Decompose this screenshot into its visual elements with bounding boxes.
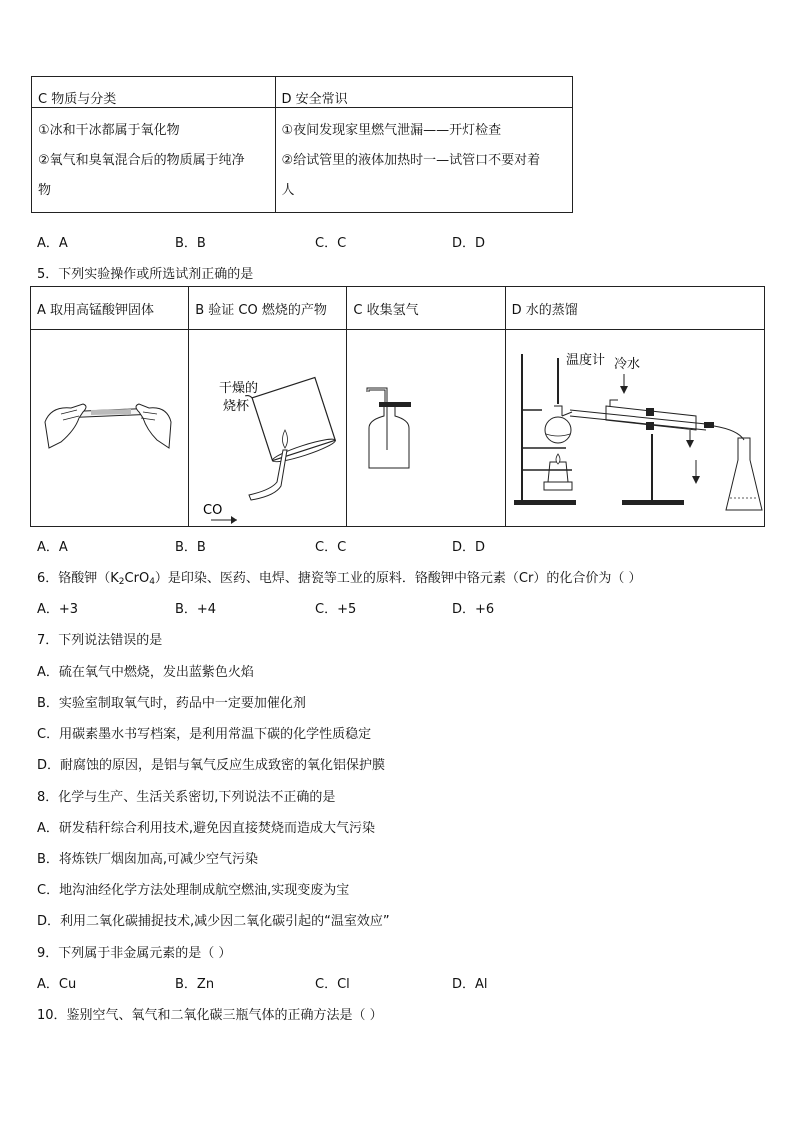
q8-option-b[interactable]: B．将炼铁厂烟囱加高,可减少空气污染 [37, 852, 259, 867]
q5-options [37, 536, 597, 554]
q7-option-d[interactable]: D．耐腐蚀的原因，是铝与氧气反应生成致密的氧化铝保护膜 [37, 758, 386, 773]
q4-d-header-cell [275, 77, 572, 108]
q8-option-a[interactable]: A．研发秸秆综合利用技术,避免因直接焚烧而造成大气污染 [37, 821, 376, 836]
q4-c-line-1: ①冰和干冰都属于氧化物 [38, 123, 180, 138]
q4-c-body-cell [32, 108, 276, 213]
q4-c-line-3: 物 [38, 183, 52, 198]
q5-header-a: A 取用高锰酸钾固体 [37, 303, 155, 318]
co-combustion-illustration [189, 330, 346, 526]
q5-header-d: D 水的蒸馏 [511, 303, 578, 318]
q9-options [37, 973, 597, 991]
q5-stem: 5．下列实验操作或所选试剂正确的是 [37, 267, 254, 282]
q4-c-header-cell [32, 77, 276, 108]
q9-stem: 9．下列属于非金属元素的是（ ） [37, 946, 232, 961]
q4-option-c[interactable]: C．C [315, 236, 347, 251]
q5-header-b: B 验证 CO 燃烧的产物 [195, 303, 327, 318]
q6-stem-mid: CrO [124, 571, 150, 586]
dry-beaker-label-2: 烧杯 [223, 399, 250, 414]
q5-header-c: C 收集氢气 [353, 303, 419, 318]
dry-beaker-label-1: 干燥的 [219, 381, 259, 396]
q6-options [37, 598, 597, 616]
q7-stem: 7．下列说法错误的是 [37, 633, 163, 648]
q4-c-header: C 物质与分类 [38, 92, 117, 107]
q4-option-b[interactable]: B．B [175, 236, 206, 251]
q6-option-d[interactable]: D．+6 [452, 602, 495, 617]
co-label: CO [203, 503, 223, 518]
cold-water-label: 冷水 [613, 357, 640, 372]
q5-option-b[interactable]: B．B [175, 540, 206, 555]
q6-sub-2: 2 [118, 577, 125, 587]
q5-table [30, 286, 765, 527]
q6-option-c[interactable]: C．+5 [315, 602, 357, 617]
q5-image-a [31, 330, 189, 527]
q4-d-line-2: ②给试管里的液体加热时一—试管口不要对着 [281, 153, 541, 168]
q9-option-a[interactable]: A．Cu [37, 977, 77, 992]
q4-d-line-3: 人 [281, 183, 295, 198]
q5-image-c [347, 330, 505, 527]
q8-option-d[interactable]: D．利用二氧化碳捕捉技术,减少因二氧化碳引起的“温室效应” [37, 914, 390, 929]
hands-test-tube-illustration [31, 330, 188, 526]
q8-stem: 8．化学与生产、生活关系密切,下列说法不正确的是 [37, 790, 336, 805]
q5-image-d [505, 330, 764, 527]
distillation-illustration [506, 330, 764, 526]
q10-stem: 10．鉴别空气、氧气和二氧化碳三瓶气体的正确方法是（ ） [37, 1008, 383, 1023]
q9-option-b[interactable]: B．Zn [175, 977, 215, 992]
thermometer-label: 温度计 [565, 353, 605, 368]
q9-option-d[interactable]: D．Al [452, 977, 488, 992]
q6-stem [37, 567, 641, 587]
q6-stem-post: ）是印染、医药、电焊、搪瓷等工业的原料．铬酸钾中铬元素（Cr）的化合价为（ ） [154, 571, 642, 586]
q4-options [37, 232, 597, 250]
q4-d-header: D 安全常识 [281, 92, 348, 107]
q4-option-d[interactable]: D．D [452, 236, 486, 251]
q6-option-b[interactable]: B．+4 [175, 602, 217, 617]
q4-table [31, 76, 573, 213]
q5-option-d[interactable]: D．D [452, 540, 486, 555]
hydrogen-collection-illustration [347, 330, 504, 526]
q5-option-a[interactable]: A．A [37, 540, 68, 555]
q7-option-a[interactable]: A．硫在氧气中燃烧，发出蓝紫色火焰 [37, 665, 254, 680]
q5-image-b [189, 330, 347, 527]
q7-option-b[interactable]: B．实验室制取氧气时，药品中一定要加催化剂 [37, 696, 306, 711]
q4-d-body-cell [275, 108, 572, 213]
q6-option-a[interactable]: A．+3 [37, 602, 79, 617]
q9-option-c[interactable]: C．Cl [315, 977, 350, 992]
q6-sub-4: 4 [149, 577, 155, 587]
q4-c-line-2: ②氧气和臭氧混合后的物质属于纯净 [38, 153, 245, 168]
q4-option-a[interactable]: A．A [37, 236, 68, 251]
q4-d-line-1: ①夜间发现家里燃气泄漏——开灯检查 [281, 123, 502, 138]
q8-option-c[interactable]: C．地沟油经化学方法处理制成航空燃油,实现变废为宝 [37, 883, 350, 898]
q6-stem-pre: 6．铬酸钾（K [37, 571, 119, 586]
q7-option-c[interactable]: C．用碳素墨水书写档案，是利用常温下碳的化学性质稳定 [37, 727, 372, 742]
q5-option-c[interactable]: C．C [315, 540, 347, 555]
